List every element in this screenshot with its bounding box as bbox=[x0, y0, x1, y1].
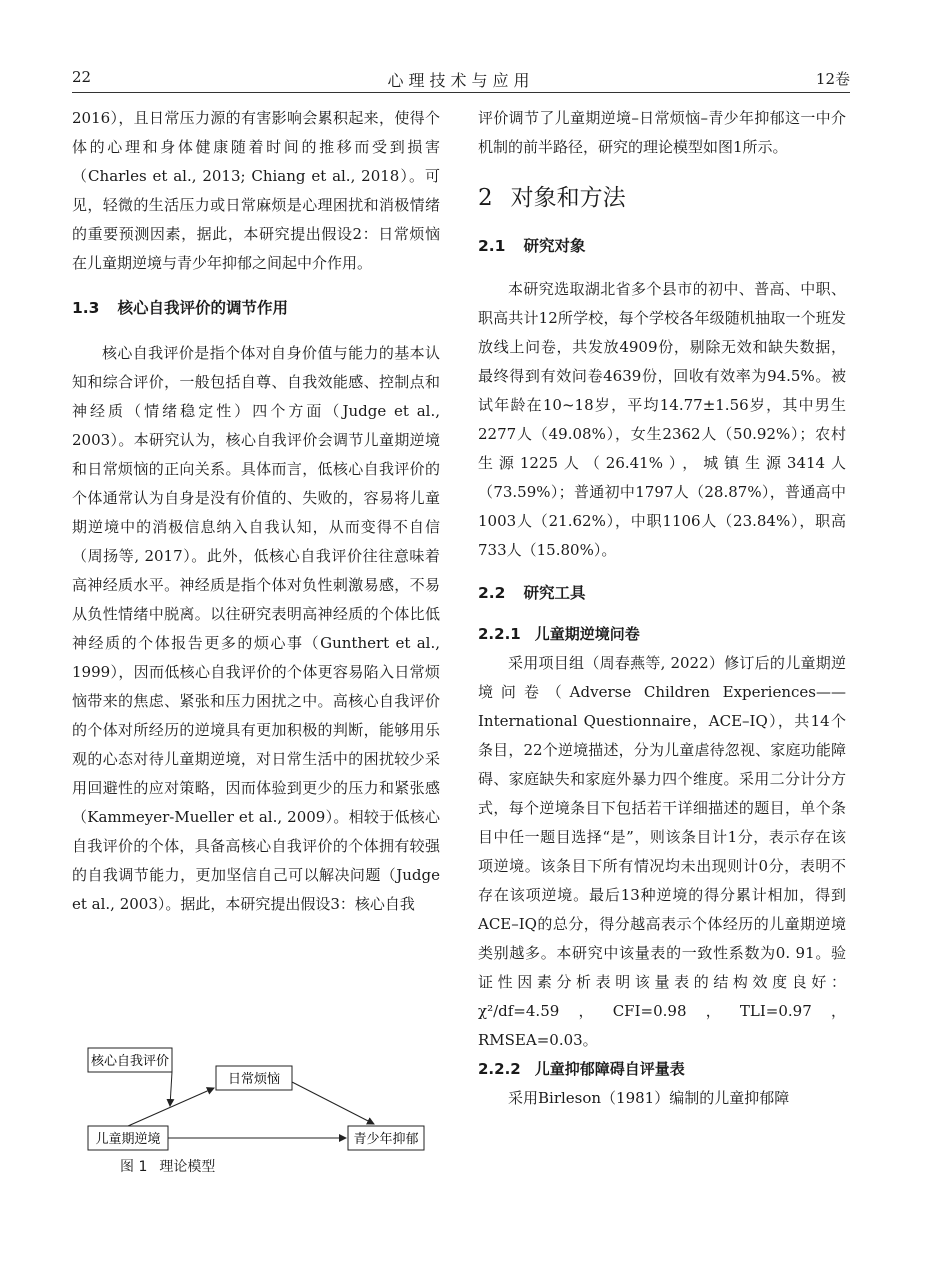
box-core-label: 核心自我评价 bbox=[90, 1054, 170, 1069]
section-number: 2 bbox=[478, 185, 493, 211]
figure-caption bbox=[120, 1156, 320, 1176]
section-title: 研究工具 bbox=[523, 584, 586, 602]
running-header bbox=[72, 66, 850, 93]
section-heading-2-1 bbox=[478, 232, 846, 261]
section-number: 2.2.1 bbox=[478, 625, 521, 643]
section-title: 对象和方法 bbox=[510, 185, 626, 211]
right-paragraph-2: 本研究选取湖北省多个县市的初中、普高、中职、职高共计12所学校，每个学校各年级随机抽取一个班发放线上问卷，共发放4909份，剔除无效和缺失数据，最终得到有效问卷4639份，回收有效率为94.5%。被试年龄在10~18岁，平均14.77±1.56岁，其中男生2277人（49.08%），女生2362人（50.92%）；农村生源1225人（26.41%），城镇生源3414人（73.59%）；普通初中1797人（28.87%），普通高中1003人（21.62%），中职1106人（23.84%），职高733人（15.80%）。 bbox=[478, 280, 846, 559]
caption-label: 图 1 bbox=[120, 1159, 148, 1175]
journal-title: 心理技术与应用 bbox=[387, 71, 535, 90]
right-paragraph-1: 评价调节了儿童期逆境–日常烦恼–青少年抑郁这一中介机制的前半路径，研究的理论模型如图1所示。 bbox=[478, 109, 846, 156]
section-number: 2.2.2 bbox=[478, 1060, 521, 1078]
left-paragraph-1: 2016），且日常压力源的有害影响会累积起来，使得个体的心理和身体健康随着时间的推移而受到损害（Charles et al., 2013; Chiang et al., 2018）。可见，轻微的生活压力或日常麻烦是心理困扰和消极情绪的重要预测因素，据此，本研究提出假设2：日常烦恼在儿童期逆境与青少年抑郁之间起中介作用。 bbox=[72, 109, 440, 272]
left-paragraph-2: 核心自我评价是指个体对自身价值与能力的基本认知和综合评价，一般包括自尊、自我效能感、控制点和神经质（情绪稳定性）四个方面（Judge et al., 2003）。本研究认为，核心自我评价会调节儿童期逆境和日常烦恼的正向关系。具体而言，低核心自我评价的个体通常认为自身是没有价值的、失败的，容易将儿童期逆境中的消极信息纳入自我认知，从而变得不自信（周扬等, 2017）。此外，低核心自我评价往往意味着高神经质水平。神经质是指个体对负性刺激易感，不易从负性情绪中脱离。以往研究表明高神经质的个体比低神经质的个体报告更多的烦心事（Gunthert et al., 1999），因而低核心自我评价的个体更容易陷入日常烦恼带来的焦虑、紧张和压力困扰之中。高核心自我评价的个体对所经历的逆境具有更加积极的判断，能够用乐观的心态对待儿童期逆境，对日常生活中的困扰较少采用回避性的应对策略，因而体验到更少的压力和紧张感（Kammeyer-Mueller et al., 2009）。相较于低核心自我评价的个体，具备高核心自我评价的个体拥有较强的自我调节能力，更加坚信自己可以解决问题（Judge et al., 2003）。据此，本研究提出假设3：核心自我 bbox=[72, 344, 440, 913]
page-number: 22 bbox=[72, 68, 92, 86]
section-heading-1-3 bbox=[72, 294, 440, 323]
section-heading-2-2-2 bbox=[478, 1055, 846, 1084]
box-daily-label: 日常烦恼 bbox=[227, 1072, 281, 1087]
volume-label: 12卷 bbox=[815, 70, 850, 88]
right-paragraph-4: 采用Birleson（1981）编制的儿童抑郁障 bbox=[508, 1089, 790, 1107]
section-number: 2.2 bbox=[478, 584, 506, 602]
left-column bbox=[72, 104, 440, 919]
path-hassles-to-depression bbox=[292, 1082, 374, 1124]
section-number: 2.1 bbox=[478, 237, 506, 255]
right-paragraph-3: 采用项目组（周春燕等, 2022）修订后的儿童期逆境问卷（Adverse Children Experiences——International Questionnaire，ACE–IQ），共14个条目，22个逆境描述，分为儿童虐待忽视、家庭功能障碍、家庭缺失和家庭外暴力四个维度。采用二分计分方式，每个逆境条目下包括若干详细描述的题目，单个条目中任一题目选择“是”，则该条目计1分，表示存在该项逆境。该条目下所有情况均未出现则计0分，表明不存在该项逆境。最后13种逆境的得分累计相加，得到ACE–IQ的总分，得分越高表示个体经历的儿童期逆境类别越多。本研究中该量表的一致性系数为0. 91。验证性因素分析表明该量表的结构效度良好：χ²/df=4.59，CFI=0.98，TLI=0.97，RMSEA=0.03。 bbox=[478, 654, 846, 1049]
right-column bbox=[478, 104, 846, 1113]
section-heading-2-2 bbox=[478, 579, 846, 608]
section-title: 研究对象 bbox=[523, 237, 586, 255]
caption-title: 理论模型 bbox=[159, 1159, 216, 1175]
section-title: 核心自我评价的调节作用 bbox=[117, 299, 288, 317]
section-heading-2-2-1 bbox=[478, 620, 846, 649]
path-moderator bbox=[170, 1072, 172, 1106]
section-number: 1.3 bbox=[72, 299, 100, 317]
model-diagram bbox=[84, 1042, 436, 1154]
section-heading-2 bbox=[478, 182, 846, 214]
box-adversity-label: 儿童期逆境 bbox=[95, 1132, 161, 1147]
box-depression-label: 青少年抑郁 bbox=[353, 1132, 419, 1147]
section-title: 儿童抑郁障碍自评量表 bbox=[534, 1060, 685, 1078]
section-title: 儿童期逆境问卷 bbox=[534, 625, 640, 643]
